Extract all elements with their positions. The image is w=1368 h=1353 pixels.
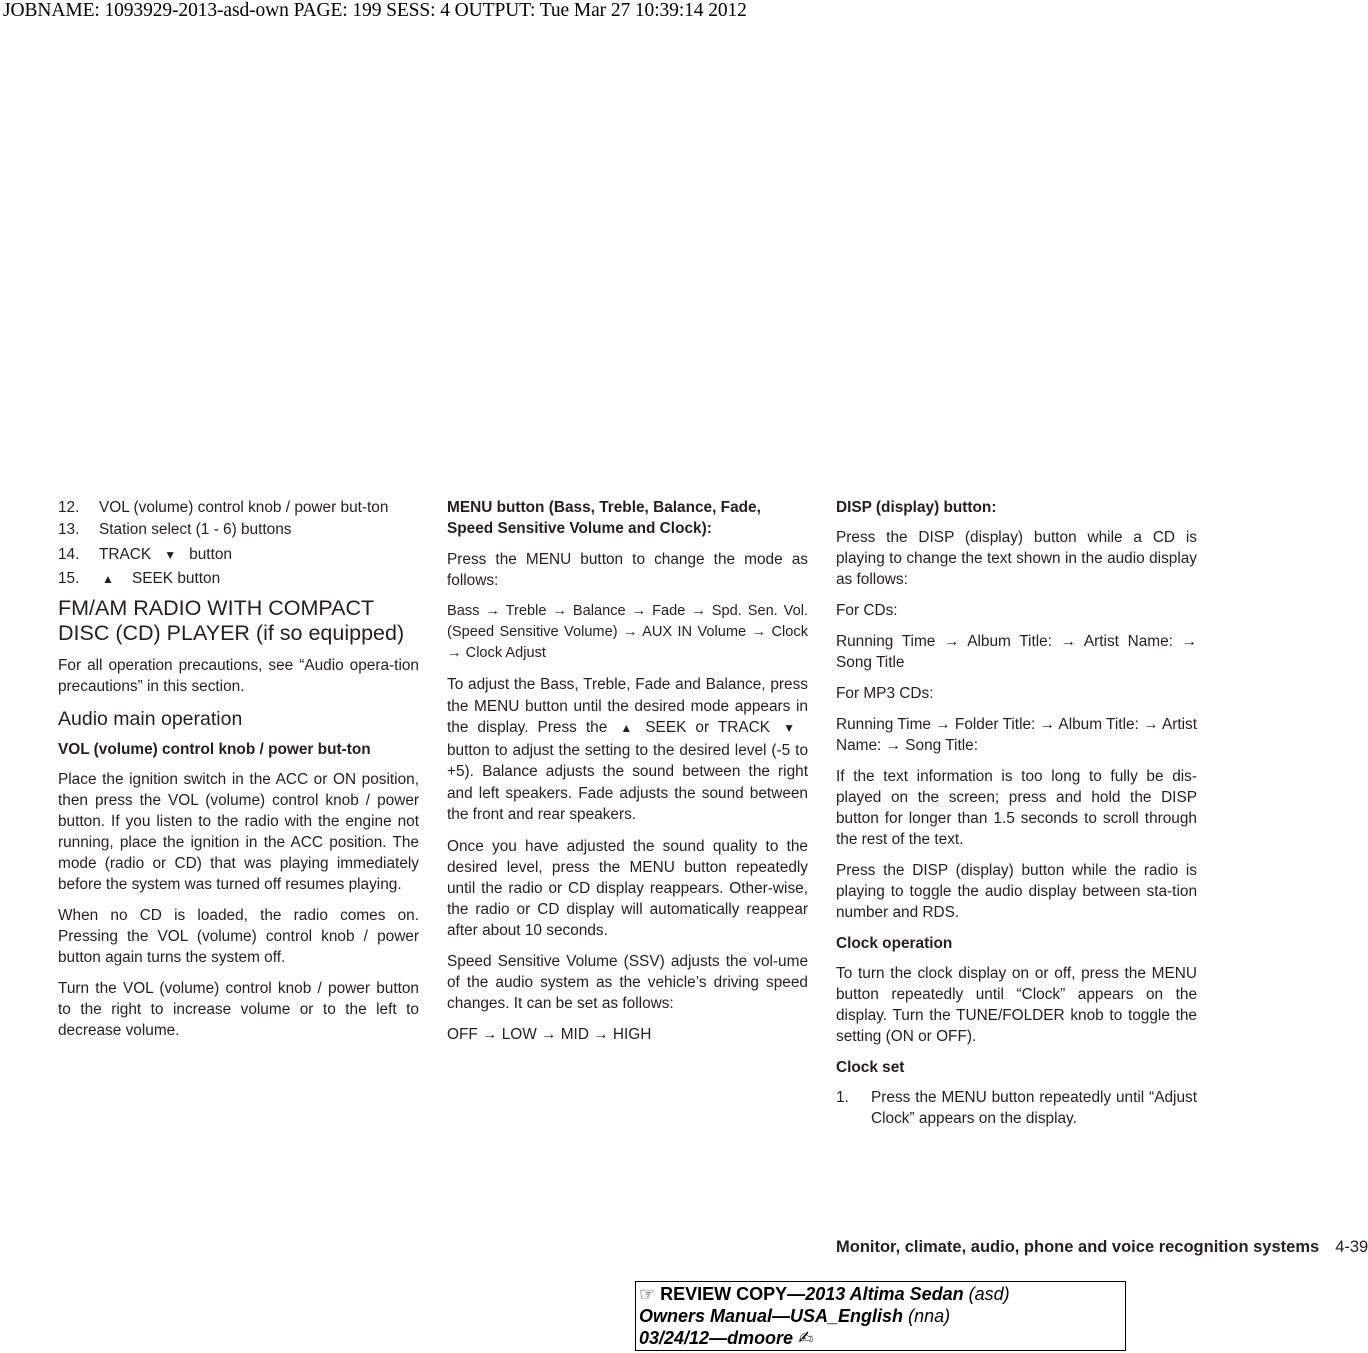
paragraph: Once you have adjusted the sound quality to the desired level, press the MENU button repeatedly until the radio or CD display reappears. Other-wise, the radio or CD display will automatically reappear after about 10 seconds. xyxy=(447,837,808,939)
review-label: REVIEW COPY— xyxy=(660,1284,806,1304)
review-code: (nna) xyxy=(908,1306,951,1326)
text-run: button to adjust the setting to the desired level (-5 to +5). Balance adjusts the sound between the right and left speakers. Fade adjusts the sound between the front and rear speakers. xyxy=(447,741,808,823)
text-run: To adjust the Bass, Treble, Fade and Balance, press the MENU button until the desired mode appears in the display. Press the xyxy=(447,676,808,736)
paragraph: For CDs: xyxy=(836,602,898,619)
column-3 xyxy=(836,497,1197,1129)
section-title: FM/AM RADIO WITH COMPACT DISC (CD) PLAYER (if so equipped) xyxy=(58,596,405,645)
footer-section: Monitor, climate, audio, phone and voice recognition systems xyxy=(836,1238,1320,1256)
triangle-up-icon: ▲ xyxy=(102,572,114,586)
list-number: 14. xyxy=(58,546,80,563)
list-text: button xyxy=(189,546,232,563)
clock-heading: Clock operation xyxy=(836,935,953,952)
paragraph: Press the MENU button to change the mode as follows: xyxy=(447,551,808,589)
list-number: 15. xyxy=(58,570,80,587)
paragraph: Press the DISP (display) button while the radio is playing to toggle the audio display between sta-tion number and RDS. xyxy=(836,862,1197,921)
paragraph: When no CD is loaded, the radio comes on. Pressing the VOL (volume) control knob / power button again turns the system off. xyxy=(58,907,419,966)
ssv-sequence: OFF → LOW → MID → HIGH xyxy=(447,1025,652,1043)
vol-heading: VOL (volume) control knob / power but-ton xyxy=(58,741,371,758)
paragraph: To turn the clock display on or off, press the MENU button repeatedly until “Clock” appears on the display. Turn the TUNE/FOLDER knob to toggle the setting (ON or OFF). xyxy=(836,965,1197,1045)
paragraph: Press the DISP (display) button while a CD is playing to change the text shown in the audio display as follows: xyxy=(836,529,1197,588)
list-text: TRACK xyxy=(99,546,152,563)
review-date: 03/24/12—dmoore xyxy=(639,1328,794,1348)
text-run: SEEK or TRACK xyxy=(645,719,771,736)
paragraph: Place the ignition switch in the ACC or ON position, then press the VOL (volume) control knob / power button. If you listen to the radio with the engine not running, place the ignition in the ACC position. The mode (radio or CD) that was playing immediately before the system was turned off resumes playing. xyxy=(58,771,419,893)
triangle-up-icon: ▲ xyxy=(620,721,633,735)
triangle-down-icon: ▼ xyxy=(164,548,177,562)
list-text: Station select (1 - 6) buttons xyxy=(99,521,292,538)
list-text: Press the MENU button repeatedly until “Adjust Clock” appears on the display. xyxy=(871,1089,1197,1127)
list-number: 13. xyxy=(58,521,80,538)
review-line-2 xyxy=(639,1305,1123,1327)
review-model: 2013 Altima Sedan xyxy=(805,1284,964,1304)
subheading: Audio main operation xyxy=(58,708,243,730)
paragraph: Speed Sensitive Volume (SSV) adjusts the vol-ume of the audio system as the vehicle’s driving speed changes. It can be set as follows: xyxy=(447,952,808,1012)
menu-heading: MENU button (Bass, Treble, Balance, Fade, Speed Sensitive Volume and Clock): xyxy=(447,499,761,537)
review-manual: Owners Manual—USA_English xyxy=(639,1306,904,1326)
page-number: 4-39 xyxy=(1335,1238,1368,1256)
job-header: JOBNAME: 1093929-2013-asd-own PAGE: 199 SESS: 4 OUTPUT: Tue Mar 27 10:39:14 2012 xyxy=(3,0,747,21)
paragraph: Turn the VOL (volume) control knob / power button to the right to increase volume or to the left to decrease volume. xyxy=(58,980,419,1039)
review-copy-box xyxy=(635,1281,1126,1351)
cd-sequence: Running Time → Album Title: → Artist Name: → Song Title xyxy=(836,633,1197,671)
review-code: (asd) xyxy=(968,1284,1010,1304)
writing-hand-icon: ✍ xyxy=(798,1328,814,1348)
list-item xyxy=(836,1087,1197,1129)
review-line-3 xyxy=(639,1327,1123,1349)
disp-heading: DISP (display) button: xyxy=(836,499,997,516)
list-item xyxy=(58,519,419,540)
page-footer xyxy=(836,1238,1368,1257)
menu-sequence: Bass → Treble → Balance → Fade → Spd. Sen. Vol. (Speed Sensitive Volume) → AUX IN Volume → Clock → Clock Adjust xyxy=(447,603,808,661)
list-text: SEEK button xyxy=(132,570,221,587)
list-number: 1. xyxy=(836,1089,849,1106)
list-item xyxy=(58,544,419,566)
column-1 xyxy=(58,497,419,1051)
paragraph: For MP3 CDs: xyxy=(836,685,934,702)
list-item xyxy=(58,568,419,590)
list-text: VOL (volume) control knob / power but-ton xyxy=(99,499,389,516)
list-item xyxy=(58,497,419,518)
paragraph: If the text information is too long to fully be dis-played on the screen; press and hold the DISP button for longer than 1.5 seconds to scroll through the rest of the text. xyxy=(836,768,1197,848)
intro-paragraph: For all operation precautions, see “Audio opera-tion precautions” in this section. xyxy=(58,657,419,695)
list-number: 12. xyxy=(58,499,80,516)
column-2 xyxy=(447,497,808,1055)
pointing-hand-icon: ☞ xyxy=(639,1284,656,1304)
mp3-sequence: Running Time → Folder Title: → Album Title: → Artist Name: → Song Title: xyxy=(836,716,1197,754)
clockset-heading: Clock set xyxy=(836,1059,905,1076)
review-line-1 xyxy=(639,1283,1123,1305)
triangle-down-icon: ▼ xyxy=(783,721,795,735)
paragraph xyxy=(447,674,808,826)
